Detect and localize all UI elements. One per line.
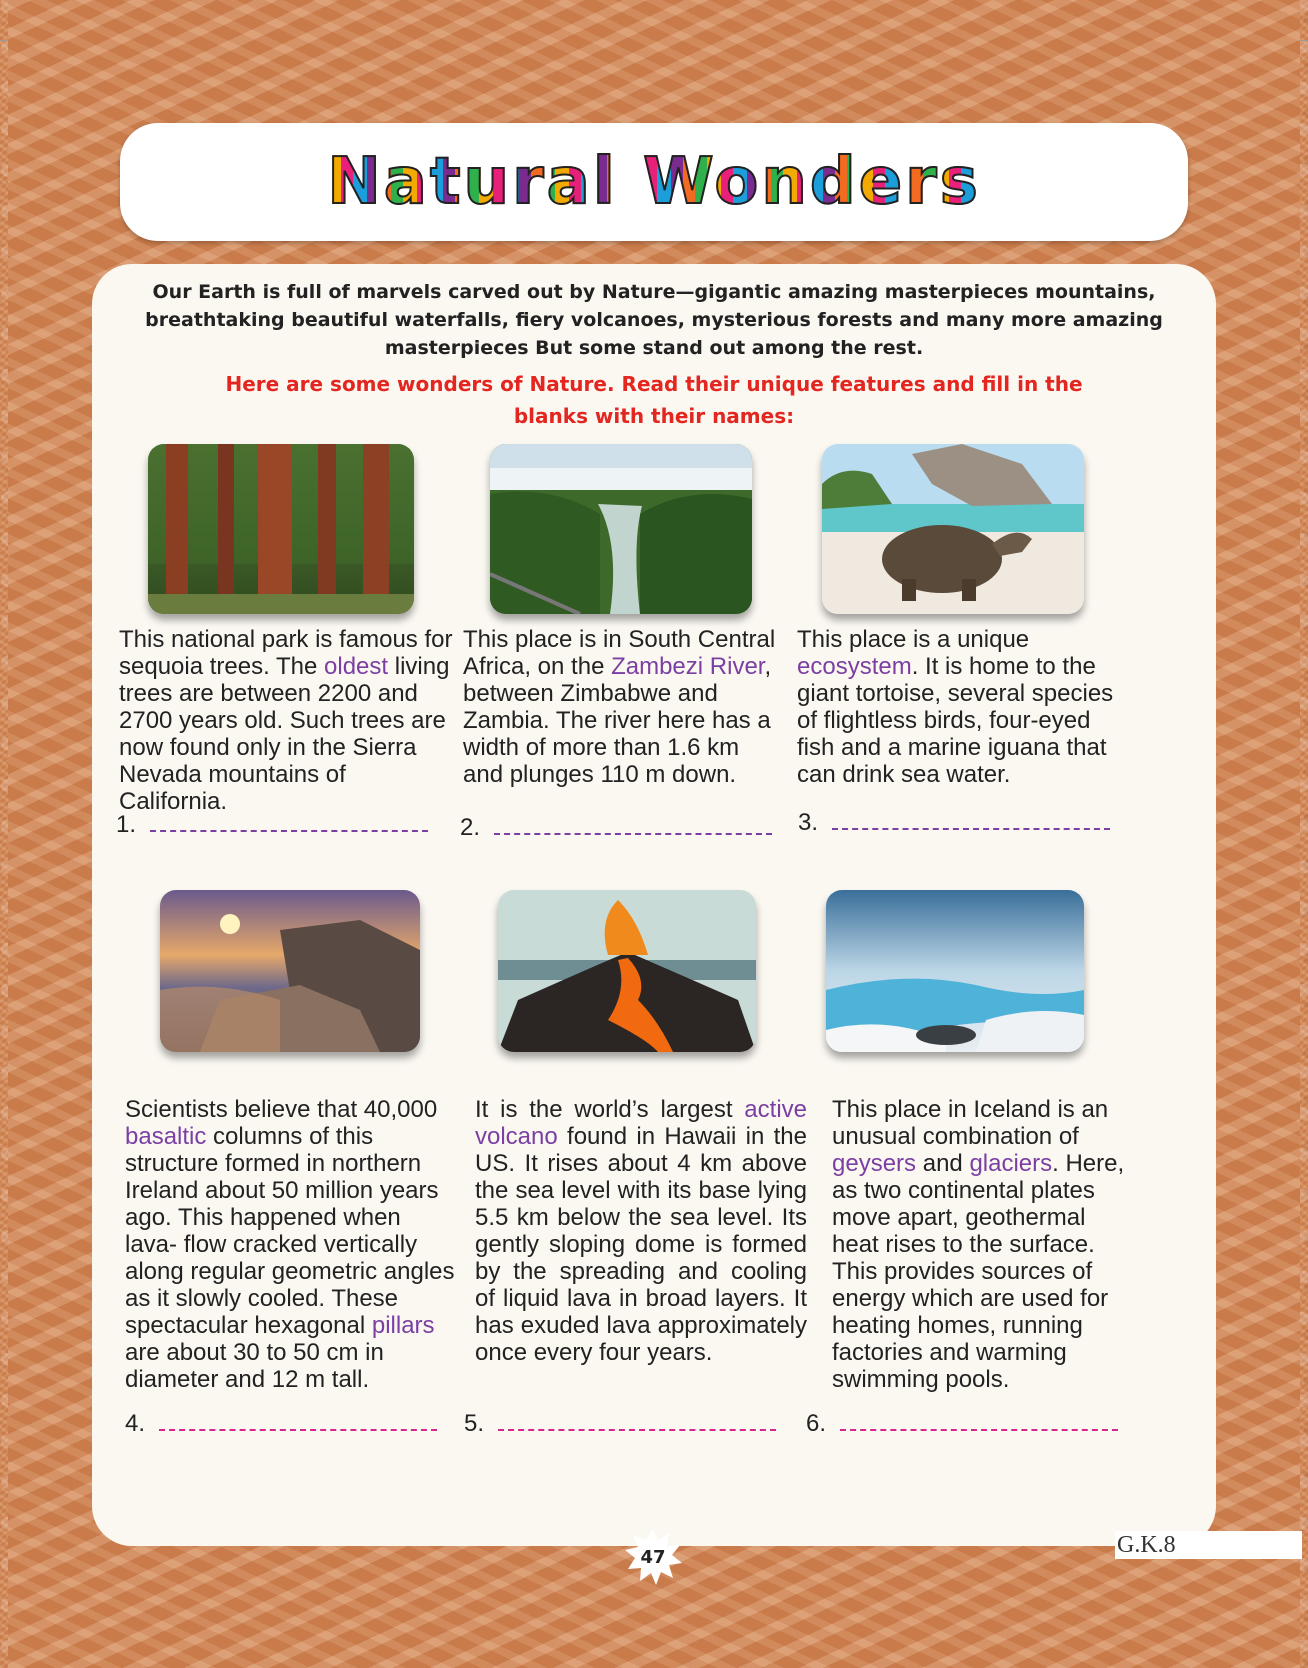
answer-6-number: 6. [806,1410,827,1437]
description-2-part-a: This place is in South Central Africa, on the [463,626,776,680]
intro-paragraph: Our Earth is full of marvels carved out by Nature—gigantic amazing masterpieces mountains, breathtaking beautiful waterfalls, fiery volcanoes, mysterious forests and many more amazing masterpieces But some stand out among the rest. [145,281,1163,359]
page-title: Natural Wonders [327,145,981,219]
answer-5-blank[interactable] [498,1407,776,1431]
answer-6-blank[interactable] [840,1407,1118,1431]
book-code-label: G.K.8 [1115,1531,1302,1559]
highlight-word: geysers [832,1150,917,1177]
answer-1 [116,808,428,839]
description-2-part-b: , between Zimbabwe and Zambia. The river here has a width of more than 1.6 km and plunges 110 m down. [463,653,772,788]
content-panel [92,264,1216,1546]
description-4-part-c: are about 30 to 50 cm in diameter and 12 m tall. [125,1339,384,1393]
instruction-text: Here are some wonders of Nature. Read their unique features and fill in the blanks with their names: [225,372,1083,428]
description-6 [832,1096,1132,1393]
highlight-word: ecosystem [797,653,912,680]
highlight-word: active volcano [475,1096,807,1150]
answer-5-number: 5. [464,1410,485,1437]
answer-2 [460,811,772,842]
description-5 [475,1096,807,1366]
description-1-part-b: living trees are between 2200 and 2700 years old. Such trees are now found only in the Sierra Nevada mountains of California. [119,653,450,815]
description-3-part-b: . It is home to the giant tortoise, several species of flightless birds, four-eyed fish and a marine iguana that can drink sea water. [797,653,1114,788]
sequoia-forest-image [148,444,414,614]
geothermal-lagoon-image [826,890,1084,1052]
answer-6 [806,1407,1118,1438]
description-2 [463,626,783,788]
page-number-badge [623,1527,683,1587]
description-1 [119,626,455,815]
description-1-part-a: This national park is famous for sequoia trees. The [119,626,453,680]
description-3-part-a: This place is a unique [797,626,1030,653]
giant-tortoise-beach-image [822,444,1084,614]
answer-2-blank[interactable] [494,811,772,835]
title-banner [120,123,1188,241]
description-3 [797,626,1127,788]
waterfall-gorge-image [490,444,752,614]
description-6-part-c: . Here, as two continental plates move apart, geothermal heat rises to the surface. This provides sources of energy which are used for heating homes, running factories and warming swimming pools. [832,1150,1125,1393]
answer-4-blank[interactable] [159,1407,437,1431]
answer-4 [125,1407,437,1438]
description-4 [125,1096,455,1393]
answer-5 [464,1407,776,1438]
answer-4-number: 4. [125,1410,146,1437]
description-4-part-a: Scientists believe that 40,000 [125,1096,438,1123]
page-number: 47 [640,1546,666,1568]
description-6-part-a: This place in Iceland is an unusual combination of [832,1096,1109,1150]
highlight-word: pillars [371,1312,435,1339]
answer-3 [798,806,1110,837]
highlight-word: basaltic [125,1123,207,1150]
highlight-word: glaciers [969,1150,1053,1177]
erupting-volcano-image [498,890,756,1052]
answer-3-number: 3. [798,809,819,836]
answer-1-number: 1. [116,811,137,838]
basalt-columns-coast-image [160,890,420,1052]
answer-3-blank[interactable] [832,806,1110,830]
highlight-word: oldest [324,653,389,680]
description-5-part-b: found in Hawaii in the US. It rises about 4 km above the sea level with its base lying 5.5 km below the sea level. Its gently sloping dome is formed by the spreading and cooling of liquid lava in broad layers. It has exuded lava approximately once every four years. [475,1123,807,1366]
description-5-part-a: It is the world’s largest [475,1096,745,1123]
description-6-part-b: and [916,1150,970,1177]
highlight-word: Zambezi River [611,653,765,680]
answer-1-blank[interactable] [150,808,428,832]
answer-2-number: 2. [460,814,481,841]
description-4-part-b: columns of this structure formed in northern Ireland about 50 million years ago. This happened when lava- flow cracked vertically along regular geometric angles as it slowly cooled. These spectacular hexagonal [125,1123,455,1339]
